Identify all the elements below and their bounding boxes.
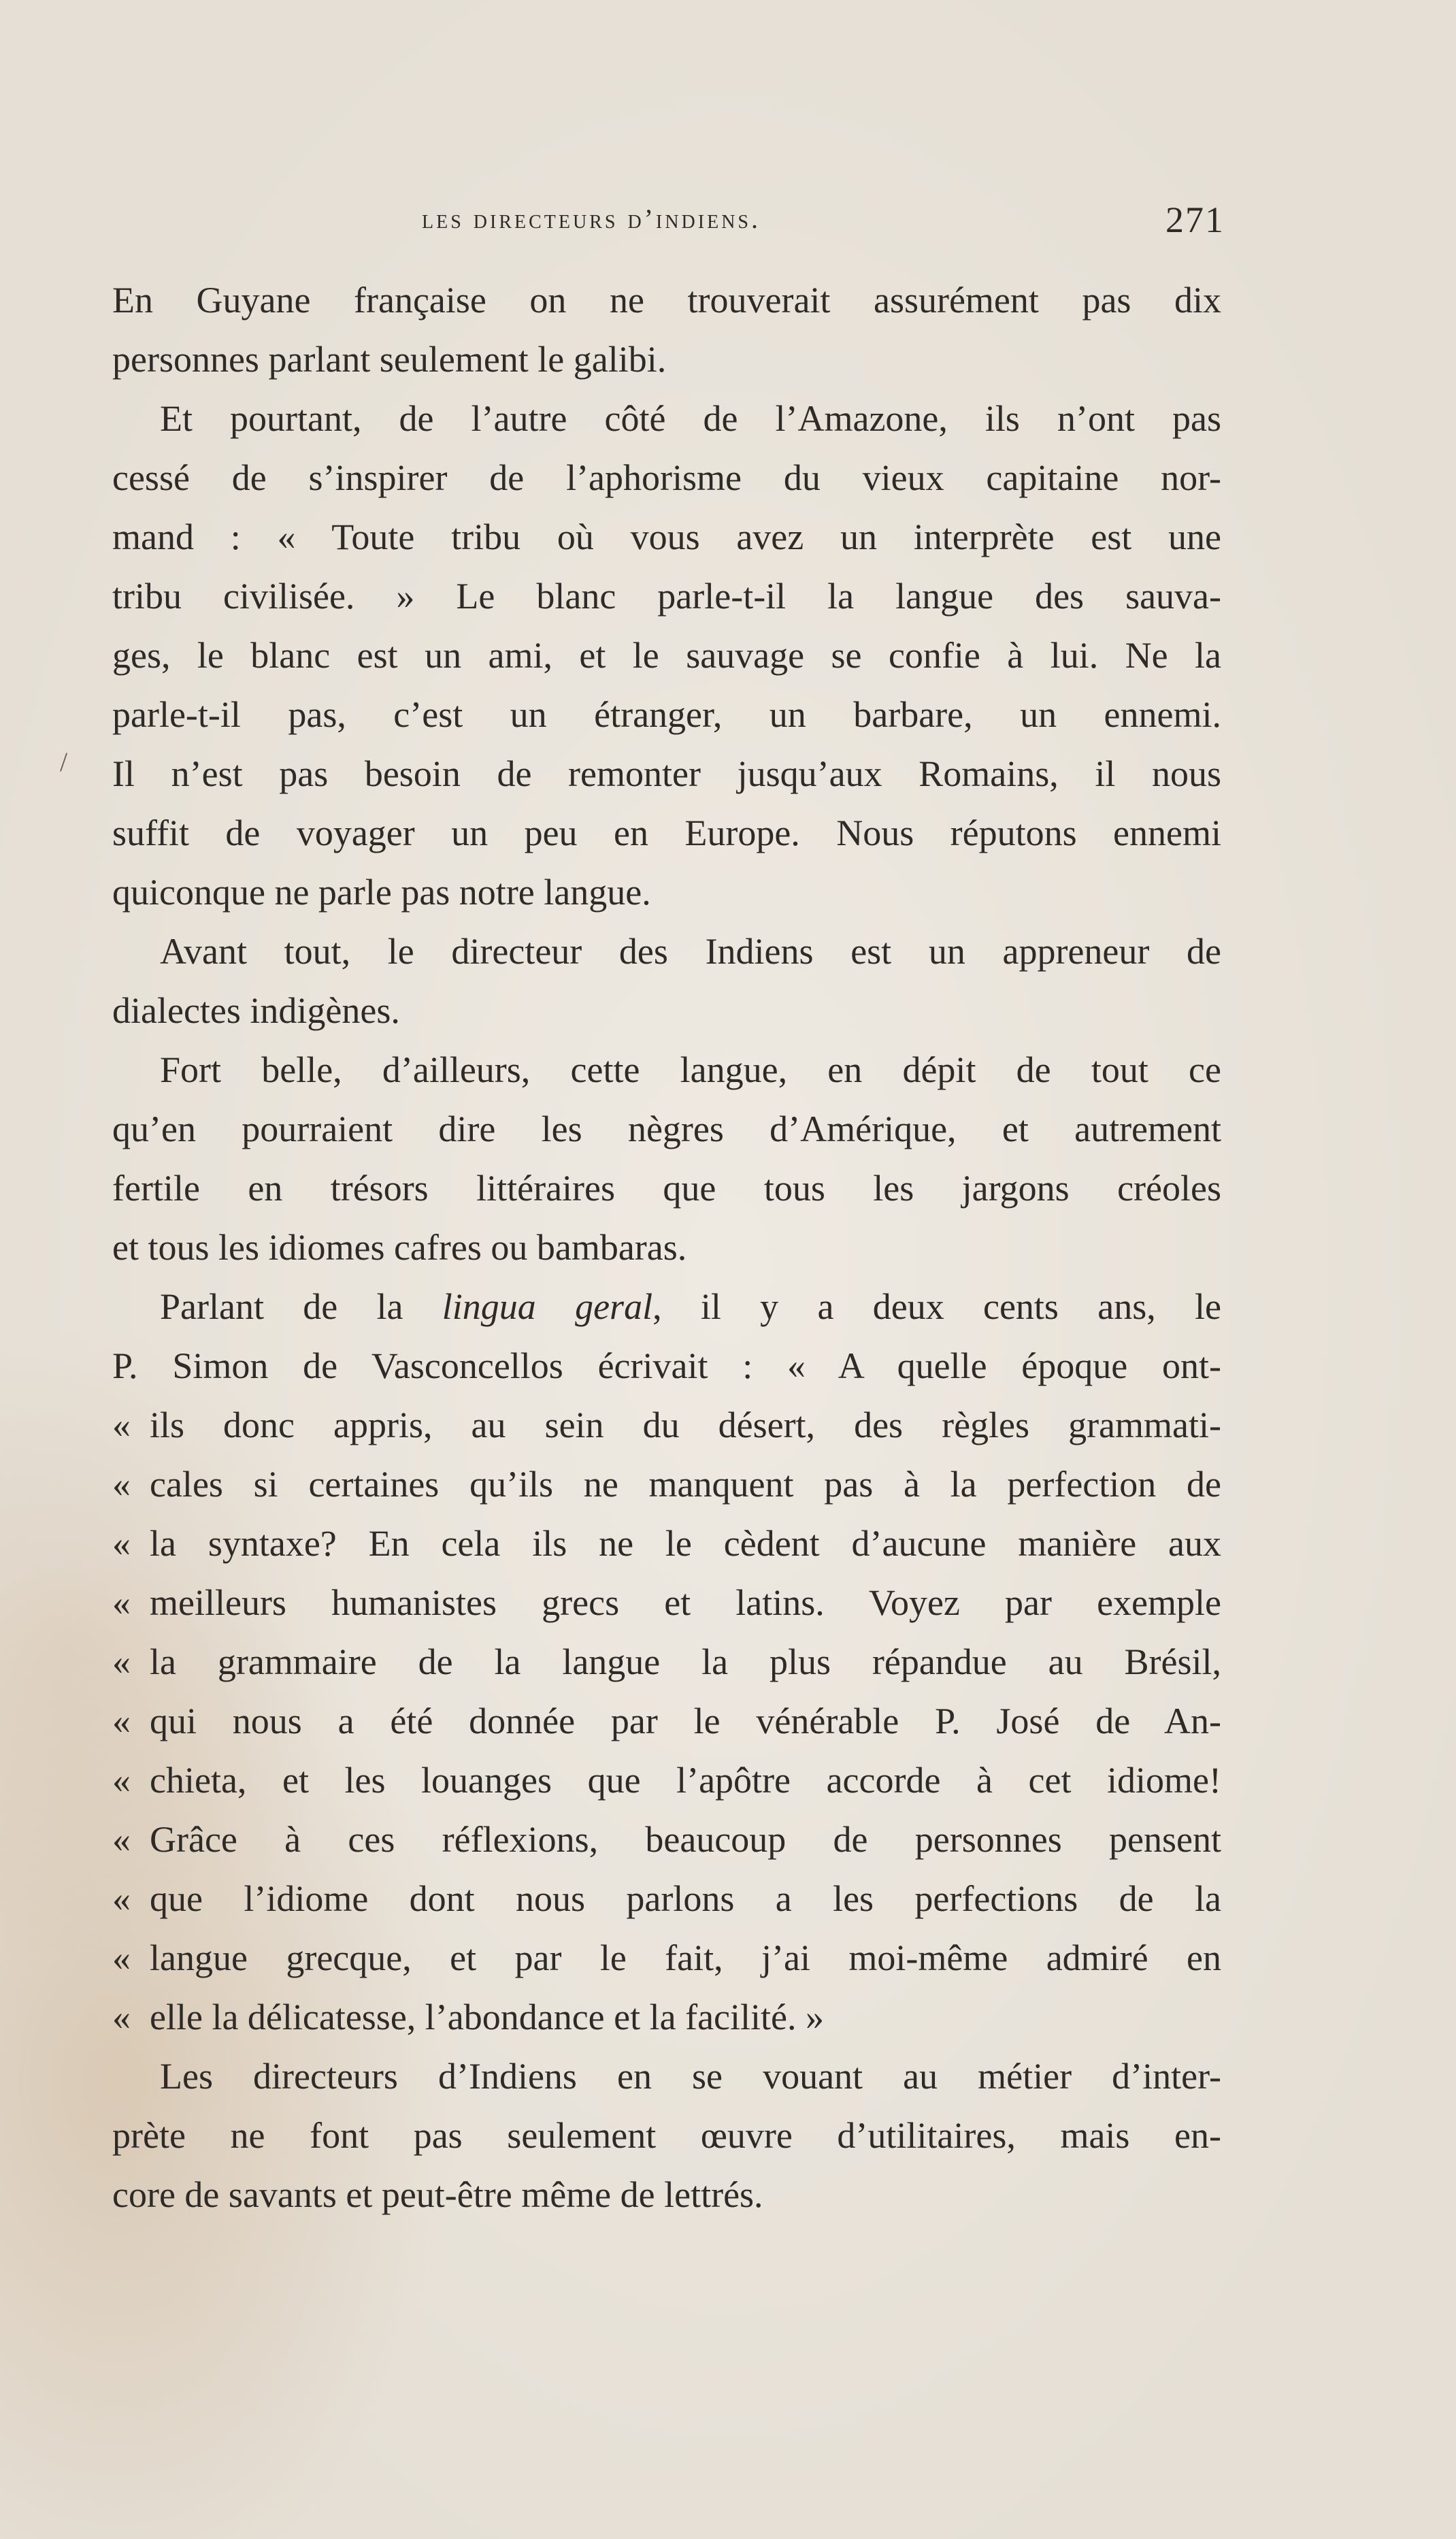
text-fragment: que l’idiome dont nous parlons a les perfections de la — [150, 1878, 1221, 1919]
running-title: les directeurs d’indiens. — [422, 203, 761, 234]
quoted-line — [112, 1573, 1221, 1633]
text-line: prète ne font pas seulement œuvre d’utilitaires, mais en- — [112, 2115, 1221, 2156]
text-fragment: Grâce à ces réflexions, beaucoup de personnes pensent — [150, 1819, 1221, 1860]
quoted-line — [112, 1692, 1221, 1751]
quoted-line — [112, 1396, 1221, 1455]
quoted-line — [112, 1869, 1221, 1929]
quote-mark: « — [112, 1641, 131, 1682]
text-line: et tous les idiomes cafres ou bambaras. — [112, 1227, 687, 1268]
text-fragment: qui nous a été donnée par le vénérable P. José de An- — [150, 1701, 1221, 1741]
quoted-line — [112, 1929, 1221, 1988]
text-line: ges, le blanc est un ami, et le sauvage se confie à lui. Ne la — [112, 635, 1221, 676]
text-line: Fort belle, d’ailleurs, cette langue, en dépit de tout ce — [160, 1049, 1221, 1090]
text-line: fertile en trésors littéraires que tous les jargons créoles — [112, 1168, 1221, 1209]
text-line: Il n’est pas besoin de remonter jusqu’aux Romains, il nous — [112, 753, 1221, 794]
quote-mark: « — [112, 1701, 131, 1741]
text-line: cessé de s’inspirer de l’aphorisme du vieux capitaine nor- — [112, 457, 1221, 498]
text-line: tribu civilisée. » Le blanc parle-t-il la langue des sauva- — [112, 576, 1221, 617]
quoted-line — [112, 1514, 1221, 1573]
text-fragment: la grammaire de la langue la plus répandue au Brésil, — [150, 1641, 1221, 1682]
quote-mark: « — [112, 1878, 131, 1919]
quoted-line — [112, 1810, 1221, 1869]
quoted-line — [112, 1751, 1221, 1810]
italic-term: lingua geral — [442, 1286, 653, 1327]
text-line: core de savants et peut-être même de lettrés. — [112, 2174, 763, 2215]
quote-mark: « — [112, 1582, 131, 1623]
quoted-line — [112, 1455, 1221, 1514]
page-header — [422, 199, 1225, 244]
text-fragment: chieta, et les louanges que l’apôtre accorde à cet idiome! — [150, 1760, 1221, 1801]
text-line: Les directeurs d’Indiens en se vouant au métier d’inter- — [160, 2056, 1221, 2097]
text-line: Avant tout, le directeur des Indiens est un appreneur de — [160, 931, 1221, 972]
text-line: En Guyane française on ne trouverait assurément pas dix — [112, 280, 1221, 321]
margin-mark: / — [60, 747, 68, 777]
quote-mark: « — [112, 1997, 131, 2037]
quote-mark: « — [112, 1464, 131, 1505]
quote-mark: « — [112, 1819, 131, 1860]
text-line — [112, 1277, 1221, 1337]
quote-mark: « — [112, 1523, 131, 1564]
text-line: Et pourtant, de l’autre côté de l’Amazone, ils n’ont pas — [160, 398, 1221, 439]
quote-mark: « — [112, 1405, 131, 1445]
text-line: qu’en pourraient dire les nègres d’Amérique, et autrement — [112, 1109, 1221, 1149]
text-line: P. Simon de Vasconcellos écrivait : « A quelle époque ont- — [112, 1345, 1221, 1386]
text-line: parle-t-il pas, c’est un étranger, un barbare, un ennemi. — [112, 694, 1221, 735]
text-line: quiconque ne parle pas notre langue. — [112, 872, 651, 913]
quoted-line — [112, 1633, 1221, 1692]
text-fragment: , il y a deux cents ans, le — [652, 1286, 1221, 1327]
text-fragment: la syntaxe? En cela ils ne le cèdent d’aucune manière aux — [150, 1523, 1221, 1564]
text-fragment: meilleurs humanistes grecs et latins. Voyez par exemple — [150, 1582, 1221, 1623]
quote-mark: « — [112, 1937, 131, 1978]
text-fragment: ils donc appris, au sein du désert, des règles grammati- — [150, 1405, 1221, 1445]
text-fragment: cales si certaines qu’ils ne manquent pas à la perfection de — [150, 1464, 1221, 1505]
text-fragment: elle la délicatesse, l’abondance et la facilité. » — [150, 1997, 824, 2037]
text-fragment: Parlant de la — [160, 1286, 442, 1327]
page-number: 271 — [1165, 199, 1225, 240]
text-line: dialectes indigènes. — [112, 990, 400, 1031]
quote-mark: « — [112, 1760, 131, 1801]
quoted-line — [112, 1988, 1221, 2047]
body-text — [112, 271, 1221, 2225]
text-line: mand : « Toute tribu où vous avez un interprète est une — [112, 517, 1221, 557]
text-line: personnes parlant seulement le galibi. — [112, 339, 667, 380]
text-line: suffit de voyager un peu en Europe. Nous réputons ennemi — [112, 813, 1221, 853]
text-fragment: langue grecque, et par le fait, j’ai moi-même admiré en — [150, 1937, 1221, 1978]
